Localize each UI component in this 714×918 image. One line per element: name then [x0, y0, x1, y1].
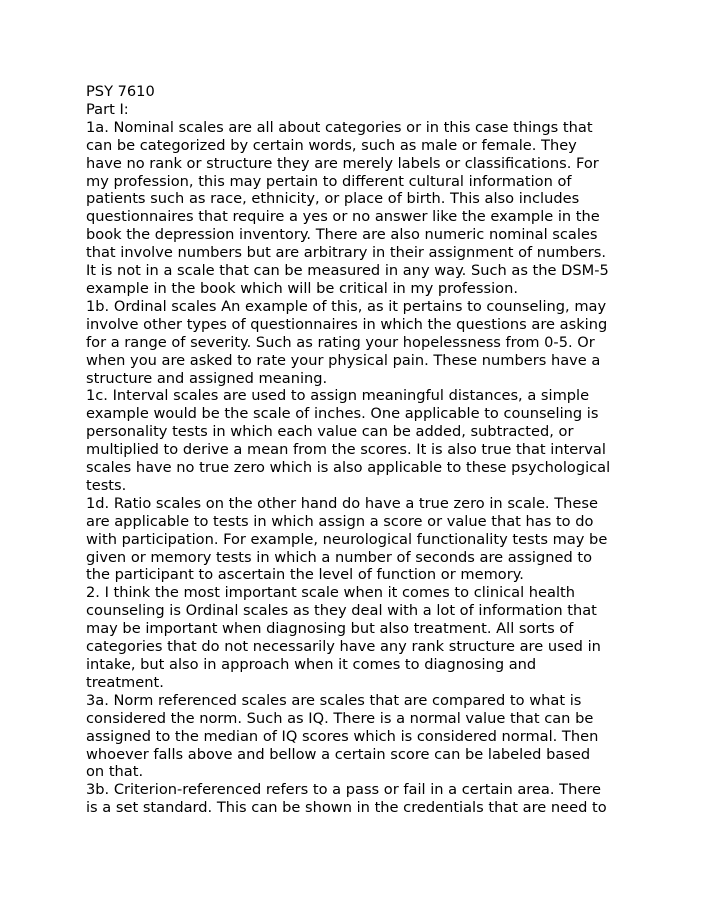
- text-line: involve other types of questionnaires in which the questions are asking: [86, 315, 608, 333]
- text-line: have no rank or structure they are merely labels or classifications. For: [86, 154, 599, 172]
- text-line: that involve numbers but are arbitrary in their assignment of numbers.: [86, 244, 606, 262]
- part-heading: Part I:: [86, 100, 129, 118]
- text-line: scales have no true zero which is also applicable to these psychological: [86, 459, 611, 477]
- text-line: 1c. Interval scales are used to assign meaningful distances, a simple: [86, 387, 590, 405]
- text-line: may be important when diagnosing but also treatment. All sorts of: [86, 620, 574, 638]
- text-line: book the depression inventory. There are also numeric nominal scales: [86, 226, 598, 244]
- text-line: 3b. Criterion-referenced refers to a pass or fail in a certain area. There: [86, 781, 601, 799]
- text-line: 1d. Ratio scales on the other hand do have a true zero in scale. These: [86, 494, 598, 512]
- text-line: on that.: [86, 763, 144, 781]
- text-line: considered the norm. Such as IQ. There is a normal value that can be: [86, 709, 594, 727]
- course-code: PSY 7610: [86, 83, 155, 100]
- text-line: example in the book which will be critical in my profession.: [86, 279, 518, 297]
- text-line: patients such as race, ethnicity, or place of birth. This also includes: [86, 190, 580, 208]
- text-line: when you are asked to rate your physical pain. These numbers have a: [86, 351, 601, 369]
- document-page: [86, 83, 646, 817]
- text-line: categories that do not necessarily have any rank structure are used in: [86, 638, 601, 656]
- text-line: assigned to the median of IQ scores which is considered normal. Then: [86, 727, 599, 745]
- text-line: 3a. Norm referenced scales are scales that are compared to what is: [86, 691, 582, 709]
- text-line: is a set standard. This can be shown in the credentials that are need to: [86, 799, 607, 817]
- text-line: 1b. Ordinal scales An example of this, as it pertains to counseling, may: [86, 297, 607, 315]
- text-line: with participation. For example, neurological functionality tests may be: [86, 530, 608, 548]
- text-line: my profession, this may pertain to different cultural information of: [86, 172, 572, 190]
- text-line: It is not in a scale that can be measured in any way. Such as the DSM-5: [86, 262, 609, 280]
- text-line: questionnaires that require a yes or no answer like the example in the: [86, 208, 600, 226]
- text-line: intake, but also in approach when it comes to diagnosing and: [86, 656, 537, 673]
- text-line: 1a. Nominal scales are all about categories or in this case things that: [86, 118, 593, 136]
- text-line: structure and assigned meaning.: [86, 369, 328, 387]
- text-line: for a range of severity. Such as rating your hopelessness from 0-5. Or: [86, 333, 595, 351]
- text-line: treatment.: [86, 673, 164, 691]
- text-line: 2. I think the most important scale when it comes to clinical health: [86, 584, 575, 602]
- text-line: multiplied to derive a mean from the scores. It is also true that interval: [86, 441, 606, 459]
- text-line: given or memory tests in which a number of seconds are assigned to: [86, 548, 593, 566]
- text-line: the participant to ascertain the level of function or memory.: [86, 566, 524, 584]
- text-line: whoever falls above and bellow a certain score can be labeled based: [86, 745, 591, 763]
- text-line: can be categorized by certain words, such as male or female. They: [86, 136, 577, 154]
- text-line: tests.: [86, 476, 127, 494]
- text-line: are applicable to tests in which assign a score or value that has to do: [86, 512, 594, 530]
- text-line: example would be the scale of inches. One applicable to counseling is: [86, 405, 599, 423]
- text-line: personality tests in which each value can be added, subtracted, or: [86, 423, 574, 441]
- text-line: counseling is Ordinal scales as they deal with a lot of information that: [86, 602, 597, 620]
